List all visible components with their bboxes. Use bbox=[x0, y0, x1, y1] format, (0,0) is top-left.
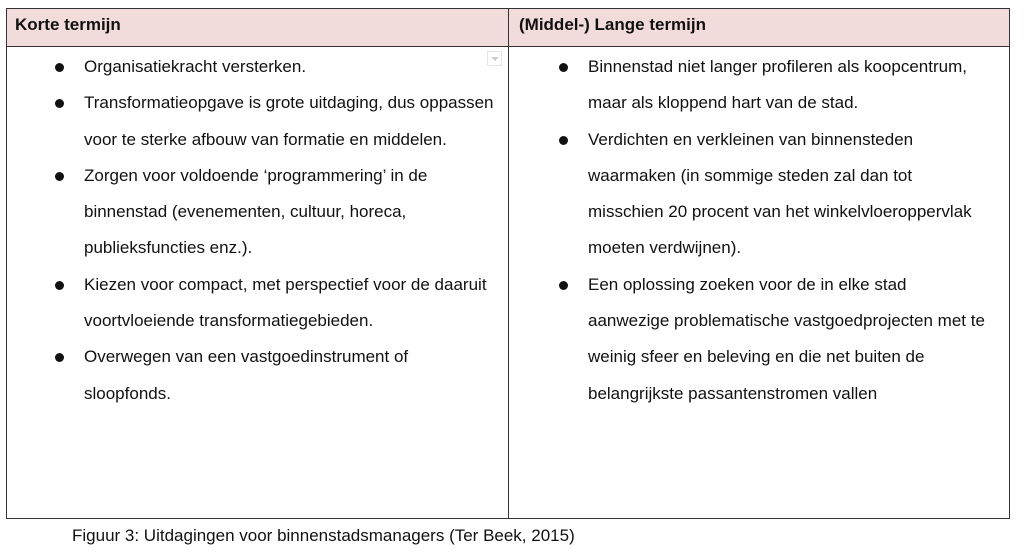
bullet-icon bbox=[55, 99, 64, 108]
bullet-icon bbox=[55, 63, 64, 72]
figure-caption: Figuur 3: Uitdagingen voor binnenstadsmanagers (Ter Beek, 2015) bbox=[72, 526, 575, 545]
bullet-icon bbox=[55, 172, 64, 181]
column-divider bbox=[508, 9, 509, 518]
chevron-down-icon[interactable] bbox=[487, 51, 502, 66]
header-short-term: Korte termijn bbox=[15, 15, 121, 34]
header-long-term: (Middel-) Lange termijn bbox=[519, 15, 706, 34]
challenges-table bbox=[6, 8, 1010, 519]
long-term-list bbox=[510, 49, 1010, 412]
list-item: Organisatiekracht versterken. bbox=[7, 49, 507, 85]
list-item: Transformatieopgave is grote uitdaging, dus oppassen voor te sterke afbouw van formatie en middelen. bbox=[7, 85, 507, 158]
list-item: Verdichten en verkleinen van binnensteden waarmaken (in sommige steden zal dan tot misschien 20 procent van het winkelvloeroppervlak moeten verdwijnen). bbox=[510, 122, 1010, 267]
list-item: Binnenstad niet langer profileren als koopcentrum, maar als kloppend hart van de stad. bbox=[510, 49, 1010, 122]
bullet-icon bbox=[559, 63, 568, 72]
list-item: Kiezen voor compact, met perspectief voor de daaruit voortvloeiende transformatiegebieden. bbox=[7, 267, 507, 340]
list-item: Overwegen van een vastgoedinstrument of sloopfonds. bbox=[7, 339, 507, 412]
list-item: Zorgen voor voldoende ‘programmering’ in de binnenstad (evenementen, cultuur, horeca, publieksfuncties enz.). bbox=[7, 158, 507, 267]
short-term-list bbox=[7, 49, 507, 412]
bullet-icon bbox=[559, 136, 568, 145]
bullet-icon bbox=[559, 281, 568, 290]
short-term-cell[interactable] bbox=[7, 49, 507, 412]
bullet-icon bbox=[55, 353, 64, 362]
bullet-icon bbox=[55, 281, 64, 290]
list-item: Een oplossing zoeken voor de in elke stad aanwezige problematische vastgoedprojecten met te weinig sfeer en beleving en die net buiten de belangrijkste passantenstromen vallen bbox=[510, 267, 1010, 412]
long-term-cell[interactable] bbox=[510, 49, 1010, 412]
